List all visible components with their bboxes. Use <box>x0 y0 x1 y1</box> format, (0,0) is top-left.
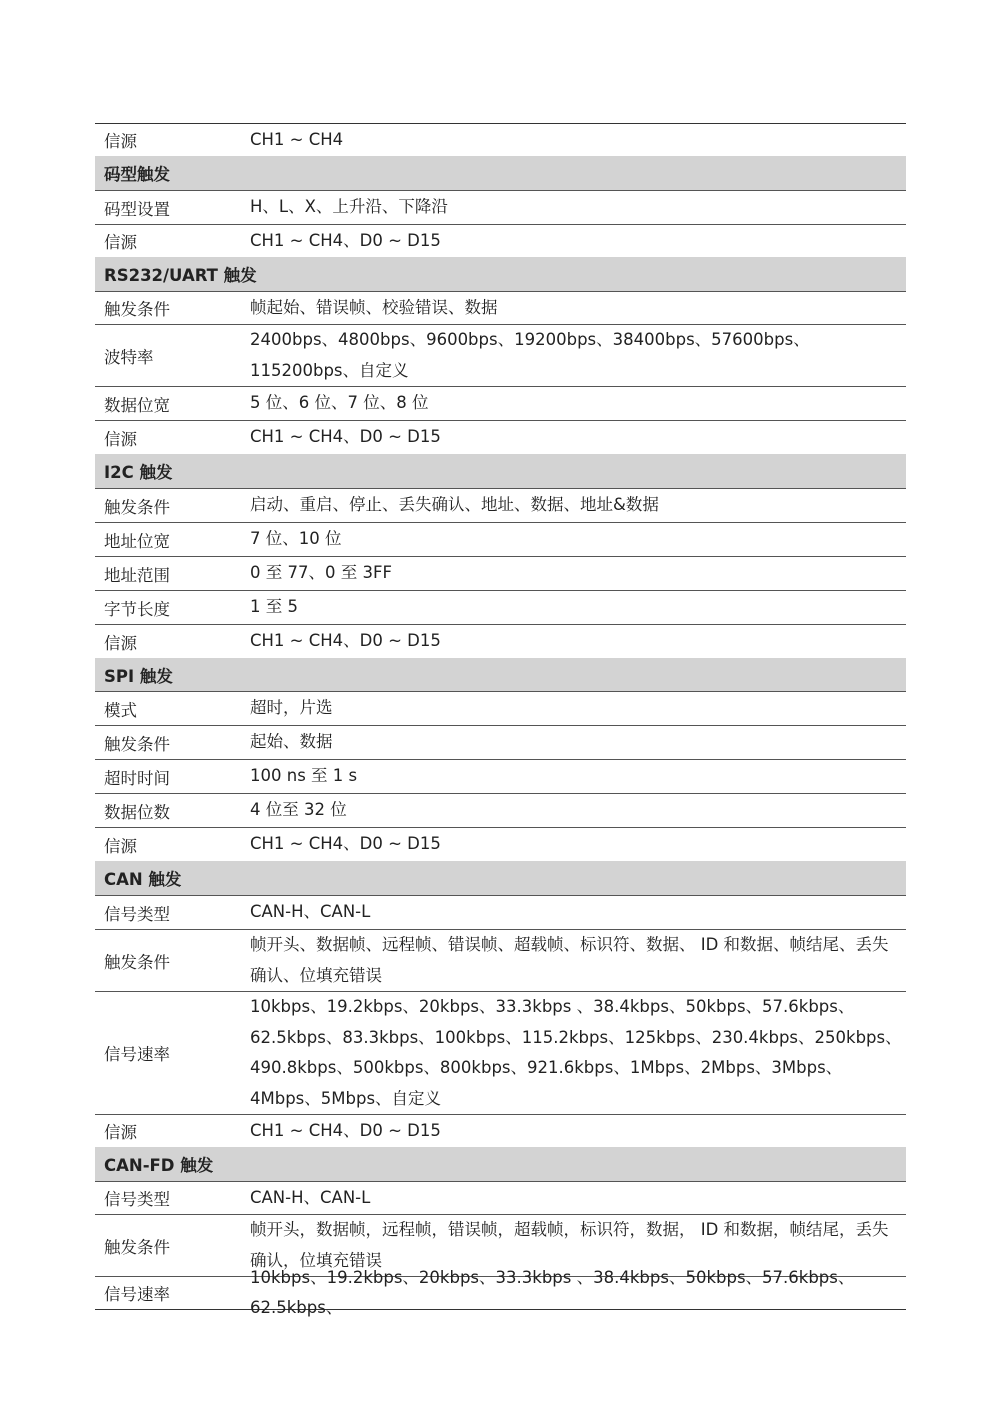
spec-value-text: CAN-H、CAN-L <box>250 902 371 922</box>
section-title: CAN-FD 触发 <box>104 1156 214 1175</box>
spec-value <box>250 191 906 224</box>
spec-value-text: 5 位、6 位、7 位、8 位 <box>250 393 429 413</box>
spec-value <box>250 760 906 793</box>
spec-label: 触发条件 <box>104 952 170 972</box>
spec-value-text: CAN-H、CAN-L <box>250 1187 371 1207</box>
spec-value-text: 100 ns 至 1 s <box>250 766 358 786</box>
spec-value <box>250 124 906 156</box>
spec-label: 触发条件 <box>104 734 170 754</box>
spec-label: 数据位数 <box>104 802 170 822</box>
spec-value-text: CH1 ~ CH4、D0 ~ D15 <box>250 427 441 447</box>
spec-label: 数据位宽 <box>104 395 170 415</box>
spec-value-text: CH1 ~ CH4、D0 ~ D15 <box>250 631 441 651</box>
spec-row <box>95 488 906 522</box>
spec-value <box>250 1115 906 1147</box>
spec-value <box>250 387 906 420</box>
section-header <box>95 1147 906 1181</box>
section-title: RS232/UART 触发 <box>104 266 257 285</box>
section-header <box>95 156 906 190</box>
spec-value <box>250 325 906 386</box>
spec-value-text: 超时，片选 <box>250 698 333 718</box>
spec-row <box>95 522 906 556</box>
spec-row <box>95 190 906 224</box>
spec-label: 码型设置 <box>104 199 170 219</box>
spec-label: 波特率 <box>104 347 154 367</box>
spec-value <box>250 557 906 590</box>
spec-value <box>250 828 906 861</box>
section-header <box>95 257 906 291</box>
spec-value <box>250 692 906 725</box>
spec-row <box>95 793 906 827</box>
spec-value-text: 起始、数据 <box>250 732 333 752</box>
spec-value <box>250 1182 906 1214</box>
section-header <box>95 658 906 691</box>
spec-value <box>250 489 906 522</box>
spec-row <box>95 895 906 929</box>
spec-row <box>95 691 906 725</box>
spec-value <box>250 292 906 324</box>
spec-value-text: CH1 ~ CH4、D0 ~ D15 <box>250 834 441 854</box>
spec-row <box>95 556 906 590</box>
spec-value <box>250 794 906 827</box>
spec-label: 触发条件 <box>104 300 170 319</box>
section-title: I2C 触发 <box>104 463 173 482</box>
spec-label: 字节长度 <box>104 599 170 619</box>
spec-label: 地址范围 <box>104 565 170 585</box>
spec-label: 模式 <box>104 700 137 720</box>
spec-value-text: CH1 ~ CH4 <box>250 129 344 149</box>
spec-label: 信号类型 <box>104 1190 170 1209</box>
spec-label: 信号速率 <box>104 1285 170 1304</box>
spec-value-text: 4 位至 32 位 <box>250 800 347 820</box>
spec-row <box>95 291 906 324</box>
section-header <box>95 861 906 895</box>
spec-value-text: CH1 ~ CH4、D0 ~ D15 <box>250 1120 441 1140</box>
spec-row <box>95 725 906 759</box>
spec-value-text: 10kbps、19.2kbps、20kbps、33.3kbps 、38.4kbps、50kbps、57.6kbps、62.5kbps、 <box>250 1267 855 1317</box>
spec-label: 信号速率 <box>104 1045 170 1064</box>
spec-row <box>95 759 906 793</box>
spec-row <box>95 1114 906 1147</box>
spec-row <box>95 420 906 454</box>
spec-value <box>250 992 906 1114</box>
spec-value-text: 启动、重启、停止、丢失确认、地址、数据、地址&数据 <box>250 495 659 515</box>
spec-value-text: 2400bps、4800bps、9600bps、19200bps、38400bps、57600bps、115200bps、自定义 <box>250 330 810 380</box>
spec-value-text: 帧起始、错误帧、校验错误、数据 <box>250 297 498 317</box>
spec-value <box>250 225 906 257</box>
spec-value <box>250 591 906 624</box>
spec-label: 信源 <box>104 132 137 151</box>
spec-label: 信源 <box>104 1123 137 1142</box>
spec-value <box>250 625 906 658</box>
section-title: 码型触发 <box>104 165 170 184</box>
spec-label: 触发条件 <box>104 1237 170 1257</box>
spec-label: 信源 <box>104 429 137 449</box>
spec-value-text: H、L、X、上升沿、下降沿 <box>250 197 448 217</box>
section-title: CAN 触发 <box>104 870 182 889</box>
spec-value-text: 0 至 77、0 至 3FF <box>250 563 392 583</box>
spec-row <box>95 991 906 1114</box>
spec-value-text: 7 位、10 位 <box>250 529 342 549</box>
spec-value <box>250 726 906 759</box>
spec-label: 地址位宽 <box>104 531 170 551</box>
spec-label: 信号类型 <box>104 904 170 924</box>
spec-value-text: 帧开头，数据帧，远程帧，错误帧，超载帧，标识符，数据， ID 和数据，帧结尾，丢失确认，位填充错误 <box>250 1220 889 1270</box>
spec-label: 信源 <box>104 836 137 856</box>
spec-row <box>95 590 906 624</box>
spec-row <box>95 386 906 420</box>
spec-value <box>250 930 906 991</box>
spec-value-text: CH1 ~ CH4、D0 ~ D15 <box>250 230 441 250</box>
spec-table <box>95 123 906 1317</box>
spec-row <box>95 224 906 257</box>
spec-value <box>250 421 906 454</box>
spec-value <box>250 1267 906 1317</box>
spec-row <box>95 624 906 658</box>
spec-value-text: 10kbps、19.2kbps、20kbps、33.3kbps 、38.4kbps、50kbps、57.6kbps、62.5kbps、83.3kbps、100kbps、115.2kbps、125kbps、230.4kbps、250kbps、490.8kbps、500kbps、800kbps、921.6kbps、1Mbps、2Mbps、3Mbps、4Mbps、5Mbps、自定义 <box>250 997 902 1108</box>
section-title: SPI 触发 <box>104 666 173 686</box>
spec-label: 超时时间 <box>104 768 170 788</box>
spec-value-text: 帧开头、数据帧、远程帧、错误帧、超载帧、标识符、数据、 ID 和数据、帧结尾、丢失确认、位填充错误 <box>250 935 889 985</box>
spec-label: 触发条件 <box>104 497 170 517</box>
spec-row <box>95 324 906 386</box>
spec-row <box>95 1267 906 1317</box>
spec-value <box>250 523 906 556</box>
spec-label: 信源 <box>104 633 137 653</box>
spec-row <box>95 123 906 156</box>
spec-value <box>250 896 906 929</box>
section-header <box>95 454 906 488</box>
spec-value-text: 1 至 5 <box>250 597 298 617</box>
spec-label: 信源 <box>104 233 137 252</box>
spec-row <box>95 827 906 861</box>
spec-row <box>95 1181 906 1214</box>
spec-row <box>95 929 906 991</box>
